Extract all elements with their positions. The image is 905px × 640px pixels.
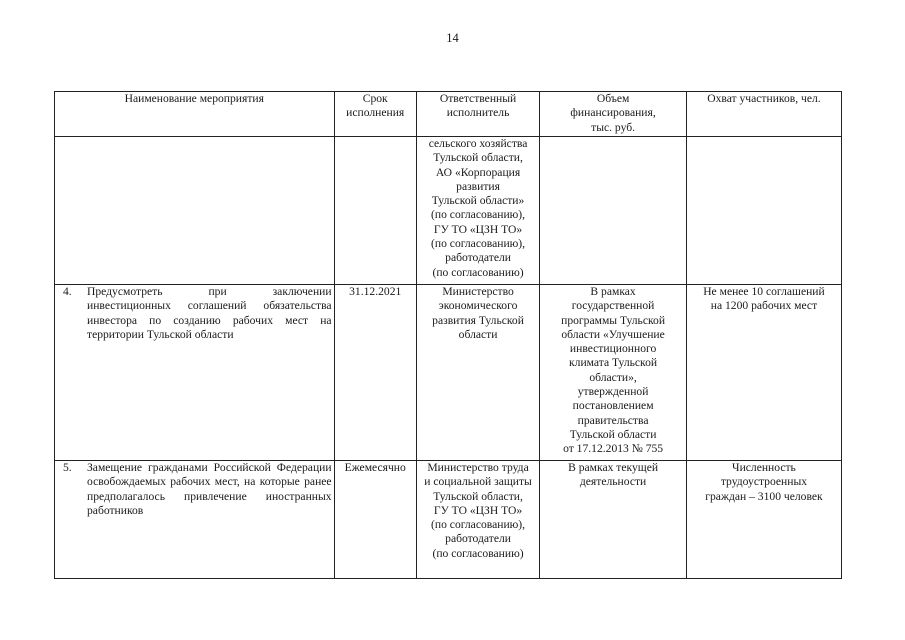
table-row — [55, 461, 842, 579]
measure-text: Замещение гражданами Российской Федерации освобождаемых рабочих мест, на которые ранее предполагалось привлечение иностранных работников — [87, 461, 332, 517]
header-deadline: Срок исполнения — [334, 92, 416, 137]
header-coverage: Охват участников, чел. — [686, 92, 841, 137]
cell-executor: Министерство труда и социальной защиты Тульской области, ГУ ТО «ЦЗН ТО» (по согласованию), работодатели (по согласованию) — [416, 461, 539, 579]
table-row — [55, 285, 842, 461]
cell-coverage: Численность трудоустроенных граждан – 3100 человек — [686, 461, 841, 579]
header-measure-name: Наименование мероприятия — [55, 92, 335, 137]
table-row-continued — [55, 137, 842, 285]
cell-executor: Министерство экономического развития Тульской области — [416, 285, 539, 461]
measure-text: Предусмотреть при заключении инвестиционных соглашений обязательства инвестора по созданию рабочих мест на территории Тульской области — [87, 285, 332, 341]
table-header-row — [55, 92, 842, 137]
header-executor: Ответственный исполнитель — [416, 92, 539, 137]
row-number: 5. — [63, 461, 72, 474]
cell-executor: сельского хозяйства Тульской области, АО «Корпорация развития Тульской области» (по согласованию), ГУ ТО «ЦЗН ТО» (по согласованию), работодатели (по согласованию) — [416, 137, 539, 285]
cell-deadline: 31.12.2021 — [334, 285, 416, 461]
cell-funding: В рамках текущей деятельности — [540, 461, 687, 579]
cell-funding-empty — [540, 137, 687, 285]
cell-funding: В рамках государственной программы Тульской области «Улучшение инвестиционного климата Тульской области», утвержденной постановлением правительства Тульской области от 17.12.2013 № 755 — [540, 285, 687, 461]
cell-coverage: Не менее 10 соглашений на 1200 рабочих мест — [686, 285, 841, 461]
row-number: 4. — [63, 285, 72, 298]
measures-table — [54, 91, 842, 579]
cell-name-empty — [55, 137, 335, 285]
cell-measure — [55, 285, 335, 461]
cell-measure — [55, 461, 335, 579]
page-number: 14 — [446, 31, 459, 45]
header-funding: Объем финансирования, тыс. руб. — [540, 92, 687, 137]
cell-deadline-empty — [334, 137, 416, 285]
cell-deadline: Ежемесячно — [334, 461, 416, 579]
cell-coverage-empty — [686, 137, 841, 285]
